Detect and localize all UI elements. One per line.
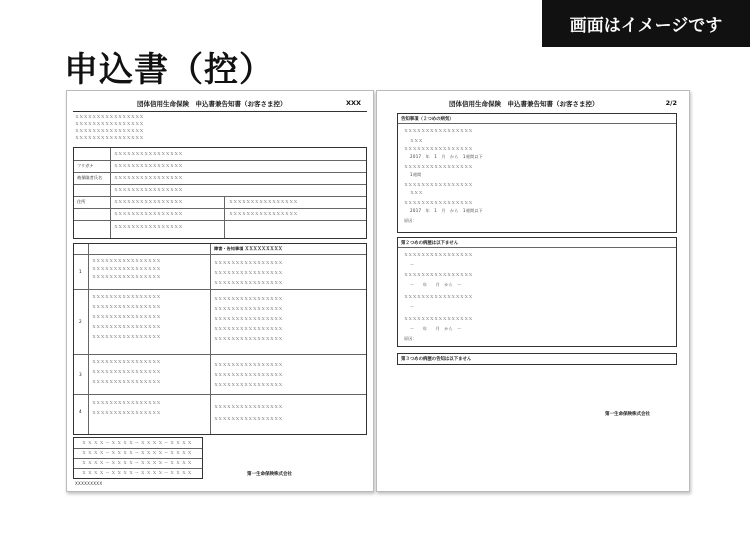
field-label: ＸＸＸＸＸＸＸＸＸＸＸＸＸＸＸＸ	[404, 252, 473, 257]
question-text: ＸＸＸＸＸＸＸＸＸＸＸＸＸＸＸＸ	[92, 304, 161, 309]
question-text: ＸＸＸＸＸＸＸＸＸＸＸＸＸＸＸＸ	[92, 410, 161, 415]
field-value: ー	[410, 304, 415, 309]
field-value: ＸＸＸＸＸＸＸＸＸＸＸＸＸＸＸＸ	[114, 224, 183, 229]
answer-text: ＸＸＸＸＸＸＸＸＸＸＸＸＸＸＸＸ	[214, 404, 283, 409]
cause-label: 原因：	[404, 218, 417, 223]
question-text: ＸＸＸＸＸＸＸＸＸＸＸＸＸＸＸＸ	[92, 274, 161, 279]
section-heading: 告知事項（２つめの病気）	[401, 117, 454, 122]
form-page-1	[66, 90, 374, 492]
field-label: ＸＸＸＸＸＸＸＸＸＸＸＸＸＸＸＸ	[404, 272, 473, 277]
applicant-block	[73, 147, 367, 239]
disclosure-section-1	[397, 113, 677, 233]
notice-text: ＸＸＸＸＸＸＸＸＸＸＸＸＸＸＸＸ	[75, 128, 144, 133]
code-row: Ｘ Ｘ Ｘ Ｘ ー Ｘ Ｘ Ｘ Ｘ ー Ｘ Ｘ Ｘ Ｘ ー Ｘ Ｘ Ｘ Ｘ	[82, 460, 192, 465]
company-name: 第一生命保険株式会社	[605, 412, 650, 417]
section-heading: 第２つめの病歴は以下ません	[401, 241, 459, 246]
answer-text: ＸＸＸＸＸＸＸＸＸＸＸＸＸＸＸＸ	[214, 416, 283, 421]
code-row: Ｘ Ｘ Ｘ Ｘ ー Ｘ Ｘ Ｘ Ｘ ー Ｘ Ｘ Ｘ Ｘ ー Ｘ Ｘ Ｘ Ｘ	[82, 450, 192, 455]
page-title: 申込書（控）	[64, 50, 274, 90]
company-name: 第一生命保険株式会社	[247, 472, 292, 477]
form-heading: 団体信用生命保険 申込書兼告知書（お客さま控）	[137, 100, 287, 108]
question-number: 1	[79, 269, 82, 274]
field-value: ー	[410, 262, 415, 267]
field-label: ＸＸＸＸＸＸＸＸＸＸＸＸＸＸＸＸ	[404, 200, 473, 205]
form-code: XXX	[345, 99, 361, 107]
answer-text: ＸＸＸＸＸＸＸＸＸＸＸＸＸＸＸＸ	[214, 296, 283, 301]
dash-value: ー 年 月 から ー	[410, 326, 462, 331]
span-value: 1週間	[410, 172, 422, 177]
answer-text: ＸＸＸＸＸＸＸＸＸＸＸＸＸＸＸＸ	[214, 270, 283, 275]
field-label: ＸＸＸＸＸＸＸＸＸＸＸＸＸＸＸＸ	[404, 316, 473, 321]
disclosure-section-2	[397, 237, 677, 347]
furigana-label: フリガナ	[77, 163, 94, 168]
field-label: ＸＸＸＸＸＸＸＸＸＸＸＸＸＸＸＸ	[404, 128, 473, 133]
code-table	[73, 437, 203, 479]
disclosure-table	[73, 243, 367, 435]
code-row: Ｘ Ｘ Ｘ Ｘ ー Ｘ Ｘ Ｘ Ｘ ー Ｘ Ｘ Ｘ Ｘ ー Ｘ Ｘ Ｘ Ｘ	[82, 470, 192, 475]
question-number: 4	[79, 409, 82, 414]
page-number: 2/2	[665, 99, 677, 107]
name-label: 被保険者氏名	[77, 175, 103, 180]
dash-value: ー 年 月 から ー	[410, 282, 462, 287]
answer-text: ＸＸＸＸＸＸＸＸＸＸＸＸＸＸＸＸ	[214, 372, 283, 377]
field-value: ＸＸＸＸＸＸＸＸＸＸＸＸＸＸＸＸ	[114, 163, 183, 168]
question-text: ＸＸＸＸＸＸＸＸＸＸＸＸＸＸＸＸ	[92, 324, 161, 329]
notice-text: ＸＸＸＸＸＸＸＸＸＸＸＸＸＸＸＸ	[75, 135, 144, 140]
question-number: 2	[79, 319, 82, 324]
field-value: ＸＸＸＸＸＸＸＸＸＸＸＸＸＸＸＸ	[114, 151, 183, 156]
section-heading: 第３つめの病歴の告知は以下ません	[401, 357, 472, 362]
field-value: ＸＸＸ	[410, 138, 423, 143]
field-label: ＸＸＸＸＸＸＸＸＸＸＸＸＸＸＸＸ	[404, 146, 473, 151]
field-value: ＸＸＸＸＸＸＸＸＸＸＸＸＸＸＸＸ	[114, 187, 183, 192]
date-value: 2017 年 1 月 から 1週間以下	[410, 208, 483, 213]
question-text: ＸＸＸＸＸＸＸＸＸＸＸＸＸＸＸＸ	[92, 294, 161, 299]
image-notice-badge: 画面はイメージです	[542, 0, 750, 47]
question-text: ＸＸＸＸＸＸＸＸＸＸＸＸＸＸＸＸ	[92, 266, 161, 271]
form-page-2	[376, 90, 690, 492]
answer-text: ＸＸＸＸＸＸＸＸＸＸＸＸＸＸＸＸ	[214, 362, 283, 367]
field-value: ＸＸＸＸＸＸＸＸＸＸＸＸＸＸＸＸ	[229, 199, 298, 204]
question-text: ＸＸＸＸＸＸＸＸＸＸＸＸＸＸＸＸ	[92, 334, 161, 339]
code-row: Ｘ Ｘ Ｘ Ｘ ー Ｘ Ｘ Ｘ Ｘ ー Ｘ Ｘ Ｘ Ｘ ー Ｘ Ｘ Ｘ Ｘ	[82, 440, 192, 445]
table-header: 障害・告知事項 ＸＸＸＸＸＸＸＸＸ	[214, 246, 283, 251]
question-text: ＸＸＸＸＸＸＸＸＸＸＸＸＸＸＸＸ	[92, 258, 161, 263]
field-value: ＸＸＸＸＸＸＸＸＸＸＸＸＸＸＸＸ	[114, 199, 183, 204]
notice-text: ＸＸＸＸＸＸＸＸＸＸＸＸＸＸＸＸ	[75, 121, 144, 126]
answer-text: ＸＸＸＸＸＸＸＸＸＸＸＸＸＸＸＸ	[214, 316, 283, 321]
footer-code: XXXXXXXXX	[75, 481, 103, 486]
address-label: 住所	[77, 199, 86, 204]
answer-text: ＸＸＸＸＸＸＸＸＸＸＸＸＸＸＸＸ	[214, 382, 283, 387]
field-value: ＸＸＸ	[410, 190, 423, 195]
question-text: ＸＸＸＸＸＸＸＸＸＸＸＸＸＸＸＸ	[92, 369, 161, 374]
form-heading: 団体信用生命保険 申込書兼告知書（お客さま控）	[449, 100, 599, 108]
field-value: ＸＸＸＸＸＸＸＸＸＸＸＸＸＸＸＸ	[229, 211, 298, 216]
cause-label: 原因：	[404, 336, 417, 341]
notice-text: ＸＸＸＸＸＸＸＸＸＸＸＸＸＸＸＸ	[75, 114, 144, 119]
answer-text: ＸＸＸＸＸＸＸＸＸＸＸＸＸＸＸＸ	[214, 306, 283, 311]
question-text: ＸＸＸＸＸＸＸＸＸＸＸＸＸＸＸＸ	[92, 359, 161, 364]
field-label: ＸＸＸＸＸＸＸＸＸＸＸＸＸＸＸＸ	[404, 294, 473, 299]
field-value: ＸＸＸＸＸＸＸＸＸＸＸＸＸＸＸＸ	[114, 175, 183, 180]
field-label: ＸＸＸＸＸＸＸＸＸＸＸＸＸＸＸＸ	[404, 182, 473, 187]
date-value: 2017 年 1 月 から 1週間以下	[410, 154, 483, 159]
field-label: ＸＸＸＸＸＸＸＸＸＸＸＸＸＸＸＸ	[404, 164, 473, 169]
answer-text: ＸＸＸＸＸＸＸＸＸＸＸＸＸＸＸＸ	[214, 336, 283, 341]
answer-text: ＸＸＸＸＸＸＸＸＸＸＸＸＸＸＸＸ	[214, 326, 283, 331]
disclosure-section-3	[397, 353, 677, 365]
answer-text: ＸＸＸＸＸＸＸＸＸＸＸＸＸＸＸＸ	[214, 280, 283, 285]
field-value: ＸＸＸＸＸＸＸＸＸＸＸＸＸＸＸＸ	[114, 211, 183, 216]
question-text: ＸＸＸＸＸＸＸＸＸＸＸＸＸＸＸＸ	[92, 379, 161, 384]
question-text: ＸＸＸＸＸＸＸＸＸＸＸＸＸＸＸＸ	[92, 400, 161, 405]
question-text: ＸＸＸＸＸＸＸＸＸＸＸＸＸＸＸＸ	[92, 314, 161, 319]
answer-text: ＸＸＸＸＸＸＸＸＸＸＸＸＸＸＸＸ	[214, 260, 283, 265]
question-number: 3	[79, 372, 82, 377]
